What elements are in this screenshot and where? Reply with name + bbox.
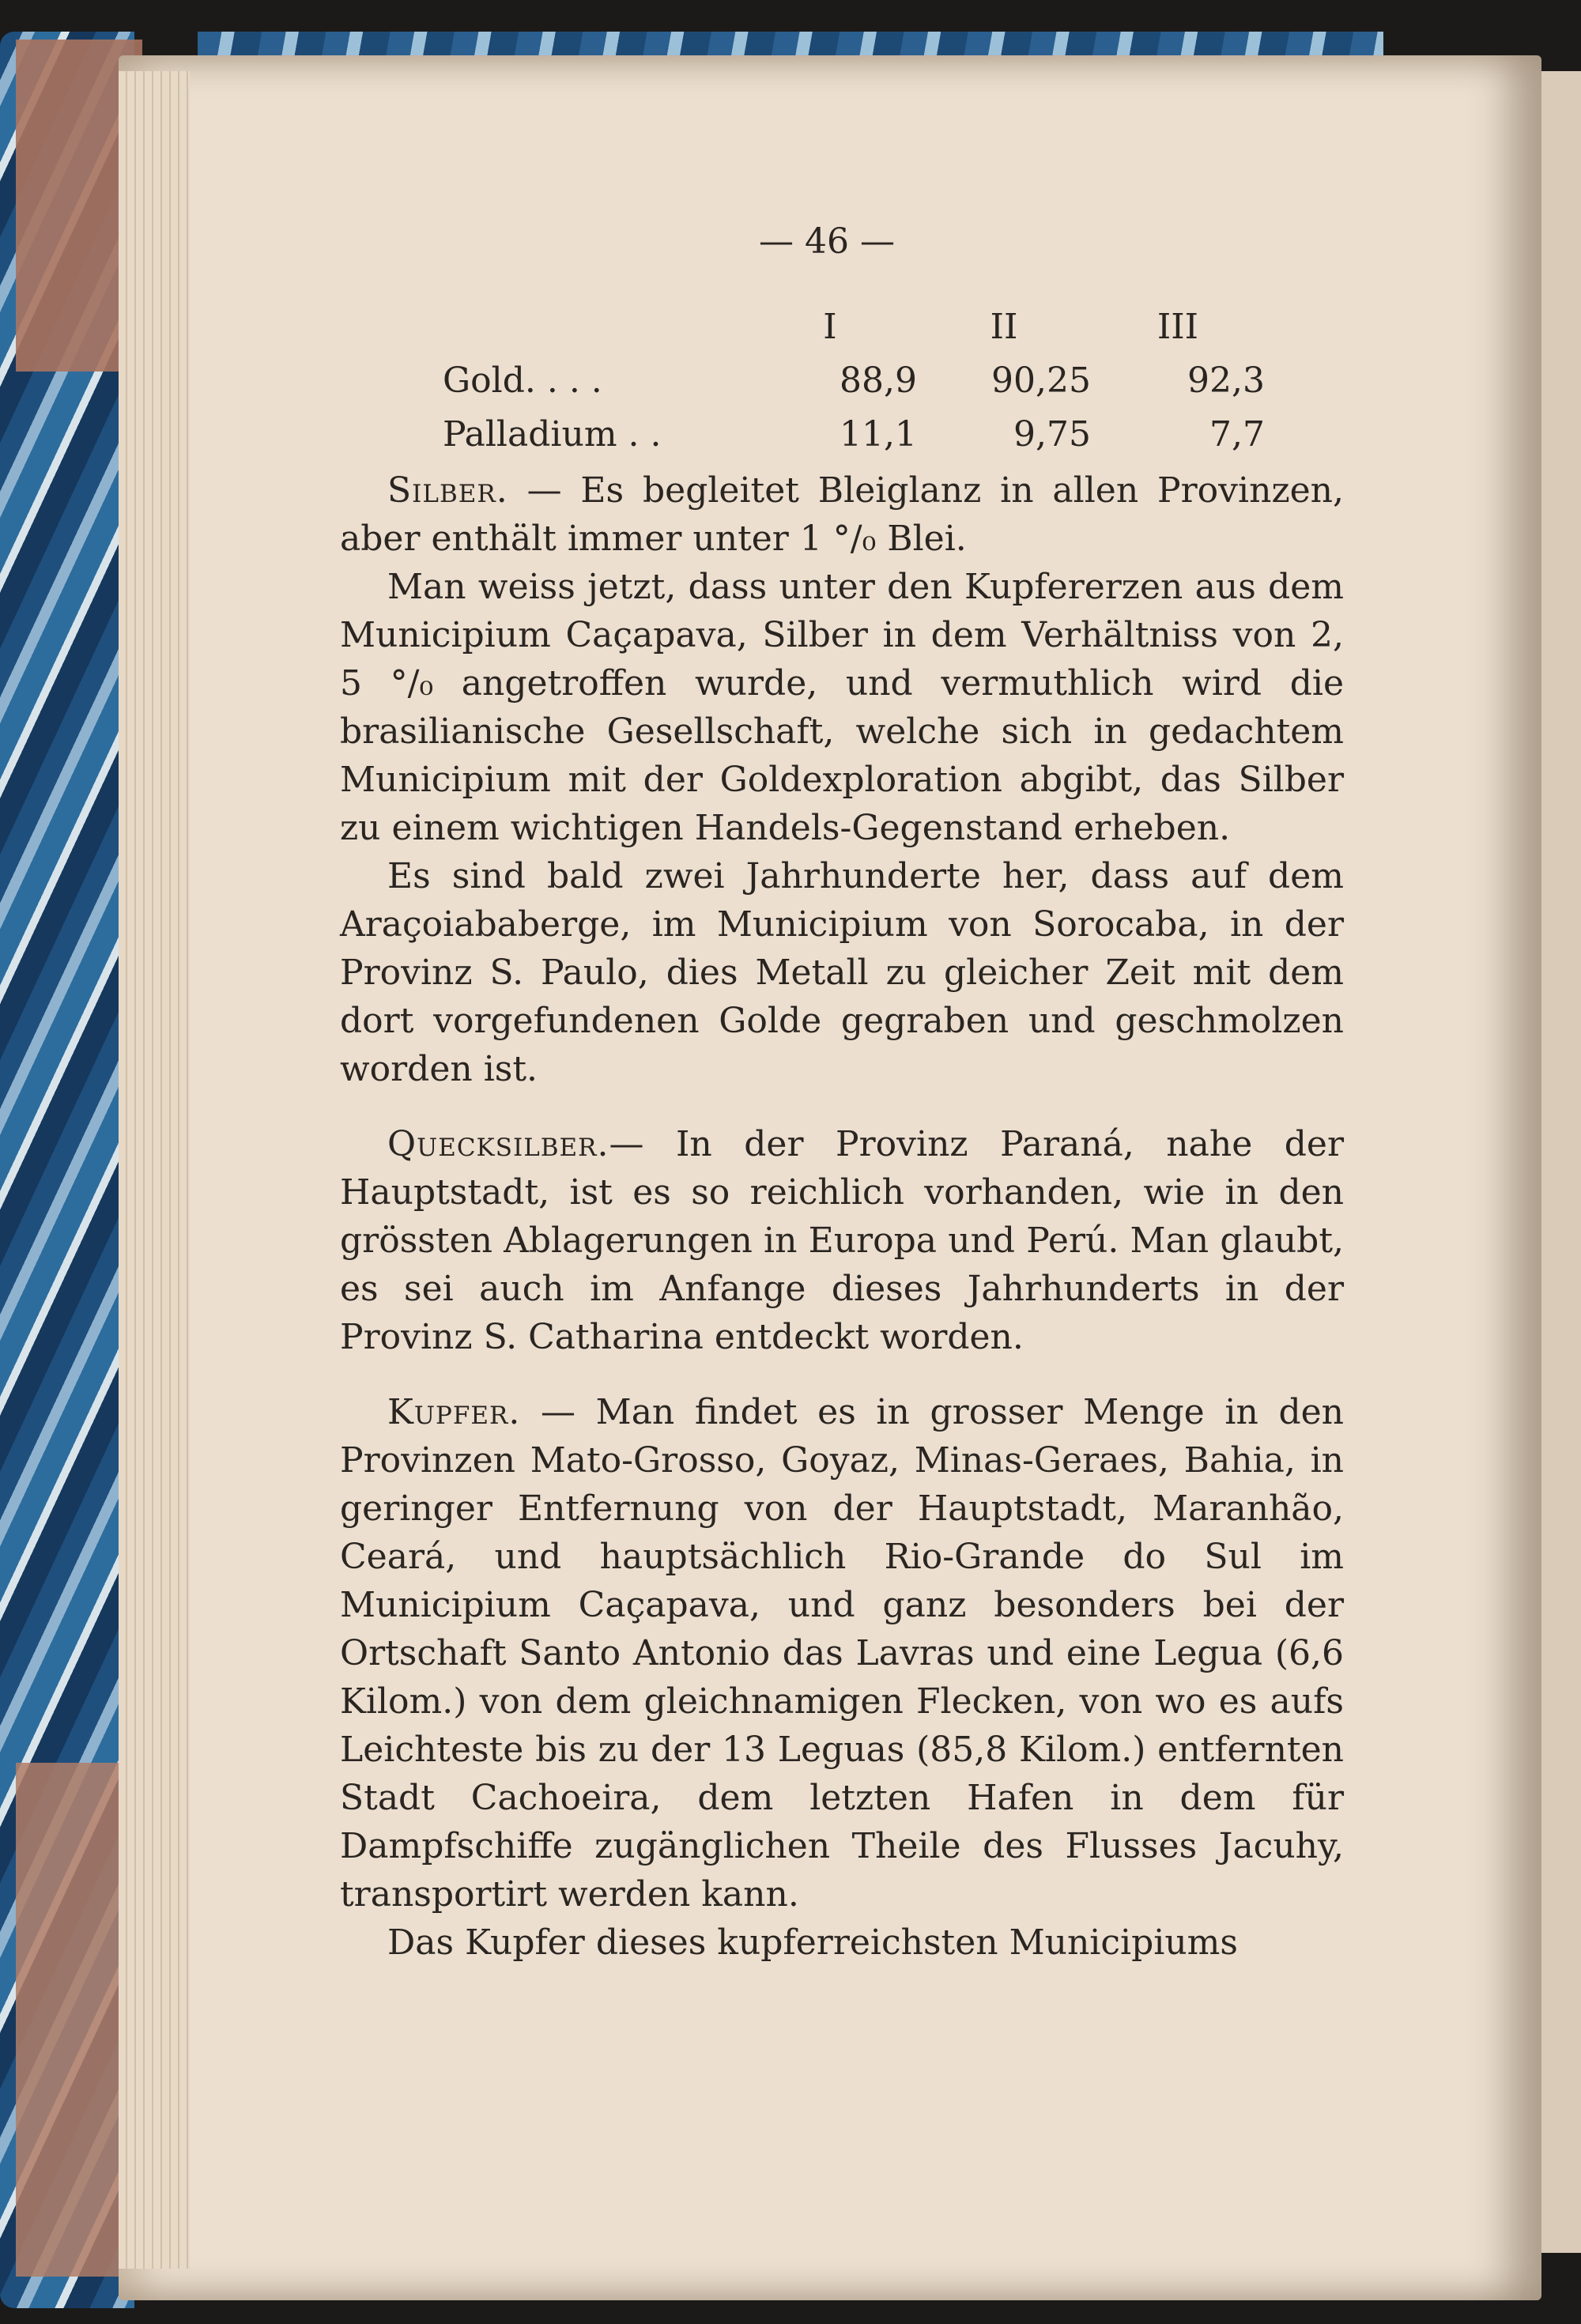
page-number: — 46 —: [759, 221, 895, 262]
table-cell: 90,25: [991, 360, 1091, 401]
paragraph-text: — Man findet es in grosser Menge in den Provinzen Mato-Grosso, Goyaz, Minas-Geraes, Bahia, in geringer Entfernung von der Hauptstadt, Maranhão, Ceará, und hauptsächlich Rio-Grande do Sul im Municipium Caçapava, und ganz besonders bei der Ortschaft Santo Antonio das Lavras und eine Legua (6,6 Kilom.) von dem gleichnamigen Flecken, von wo es aufs Leichteste bis zu der 13 Leguas (85,8 Kilom.) entfernten Stadt Cachoeira, dem letzten Hafen in dem für Dampfschiffe zugänglichen Theile des Flusses Jacuhy, transportirt werden kann.: [340, 1392, 1344, 1915]
page-edges: [119, 71, 190, 2269]
paragraph-text: — In der Provinz Paraná, nahe der Hauptstadt, ist es so reichlich vorhanden, wie in den grössten Ablagerungen in Europa und Perú. Man glaubt, es sei auch im Anfange dieses Jahrhunderts in der Provinz S. Catharina entdeckt worden.: [340, 1124, 1344, 1357]
paragraph: [340, 852, 1344, 1093]
table-cell: 7,7: [1209, 414, 1265, 455]
facing-page-edge: [1541, 71, 1581, 2253]
paragraph-quecksilber: [340, 1120, 1344, 1361]
row-label: Palladium . .: [443, 414, 662, 455]
section-lead-silber: Silber.: [387, 470, 508, 511]
section-lead-kupfer: Kupfer.: [387, 1392, 521, 1432]
paragraph-kupfer: [340, 1388, 1344, 1918]
paragraph-text: Man weiss jetzt, dass unter den Kupfererzen aus dem Municipium Caçapava, Silber in dem Verhältniss von 2, 5 °/₀ angetroffen wurde, und vermuthlich wird die brasilianische Gesellschaft, welche sich in gedachtem Municipium mit der Goldexploration abgibt, das Silber zu einem wichtigen Handels-Gegenstand erheben.: [340, 567, 1344, 848]
section-lead-quecksilber: Quecksilber.: [387, 1124, 609, 1164]
table-header: III: [1157, 307, 1199, 347]
paragraph-silber: [340, 466, 1344, 563]
table-header-row: [443, 300, 1265, 354]
paragraph: [340, 563, 1344, 852]
table-cell: 88,9: [840, 360, 917, 401]
table-header-empty: [443, 300, 743, 354]
paragraph-text: Es sind bald zwei Jahrhunderte her, dass auf dem Araçoiababerge, im Municipium von Sorocaba, in der Provinz S. Paulo, dies Metall zu gleicher Zeit mit dem dort vorgefundenen Golde gegraben und geschmolzen worden ist.: [340, 856, 1344, 1089]
table-row: [443, 408, 1265, 462]
body-text: [340, 466, 1344, 1967]
table-cell: 9,75: [1013, 414, 1091, 455]
row-label: Gold. . . .: [443, 360, 602, 401]
paragraph-text: Das Kupfer dieses kupferreichsten Municipiums: [387, 1922, 1238, 1963]
table-cell: 92,3: [1187, 360, 1265, 401]
table-header: I: [823, 307, 837, 347]
paragraph-text: — Es begleitet Bleiglanz in allen Provinzen, aber enthält immer unter 1 °/₀ Blei.: [340, 470, 1344, 559]
assay-table: [443, 300, 1265, 462]
table-header: II: [990, 307, 1018, 347]
table-cell: 11,1: [840, 414, 917, 455]
paragraph: [340, 1918, 1344, 1967]
table-row: [443, 354, 1265, 408]
